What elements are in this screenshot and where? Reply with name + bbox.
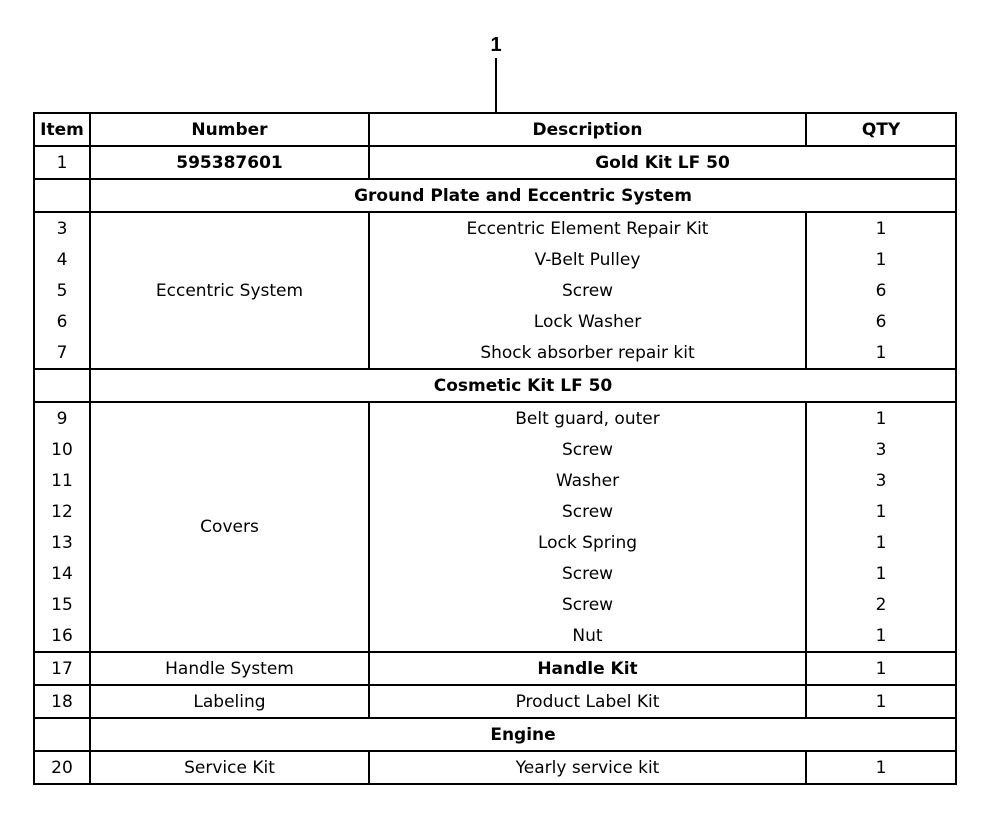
section-row xyxy=(34,179,956,212)
table-row xyxy=(34,652,956,685)
row-item: 5 xyxy=(34,275,90,306)
row-item: 7 xyxy=(34,337,90,369)
callout-leader-line xyxy=(495,58,497,112)
header-description: Description xyxy=(369,113,806,146)
section-item-empty xyxy=(34,718,90,751)
row-item: 20 xyxy=(34,751,90,784)
row-description: Yearly service kit xyxy=(369,751,806,784)
row-description: Lock Spring xyxy=(369,527,806,558)
row-item: 14 xyxy=(34,558,90,589)
row-qty: 1 xyxy=(806,212,956,244)
row-description: Screw xyxy=(369,275,806,306)
row-description: Lock Washer xyxy=(369,306,806,337)
row-qty: 1 xyxy=(806,558,956,589)
header-item: Item xyxy=(34,113,90,146)
group-label: Eccentric System xyxy=(90,212,369,369)
section-title: Cosmetic Kit LF 50 xyxy=(90,369,956,402)
section-row xyxy=(34,718,956,751)
row-qty: 1 xyxy=(806,620,956,652)
row-item: 16 xyxy=(34,620,90,652)
row-description: Washer xyxy=(369,465,806,496)
row-item: 17 xyxy=(34,652,90,685)
row-description: Screw xyxy=(369,434,806,465)
header-qty: QTY xyxy=(806,113,956,146)
row-qty: 1 xyxy=(806,685,956,718)
table-header-row xyxy=(34,113,956,146)
group-label: Covers xyxy=(90,402,369,652)
row-number: Handle System xyxy=(90,652,369,685)
row-item: 12 xyxy=(34,496,90,527)
section-title: Ground Plate and Eccentric System xyxy=(90,179,956,212)
row-description: Shock absorber repair kit xyxy=(369,337,806,369)
row-qty: 3 xyxy=(806,434,956,465)
kit-description: Gold Kit LF 50 xyxy=(369,146,956,179)
kit-row xyxy=(34,146,956,179)
kit-item: 1 xyxy=(34,146,90,179)
table-row xyxy=(34,751,956,784)
row-description: Screw xyxy=(369,558,806,589)
row-item: 15 xyxy=(34,589,90,620)
row-qty: 6 xyxy=(806,275,956,306)
row-item: 11 xyxy=(34,465,90,496)
row-item: 10 xyxy=(34,434,90,465)
row-qty: 1 xyxy=(806,751,956,784)
row-item: 3 xyxy=(34,212,90,244)
table-row xyxy=(34,212,956,244)
row-description: Eccentric Element Repair Kit xyxy=(369,212,806,244)
row-item: 9 xyxy=(34,402,90,434)
row-qty: 6 xyxy=(806,306,956,337)
row-item: 6 xyxy=(34,306,90,337)
row-description: Handle Kit xyxy=(369,652,806,685)
section-item-empty xyxy=(34,369,90,402)
section-title: Engine xyxy=(90,718,956,751)
row-number: Service Kit xyxy=(90,751,369,784)
row-description: Nut xyxy=(369,620,806,652)
row-description: Product Label Kit xyxy=(369,685,806,718)
row-item: 13 xyxy=(34,527,90,558)
row-description: Screw xyxy=(369,589,806,620)
row-qty: 1 xyxy=(806,337,956,369)
row-number: Labeling xyxy=(90,685,369,718)
row-description: Belt guard, outer xyxy=(369,402,806,434)
parts-table xyxy=(33,112,957,785)
row-qty: 1 xyxy=(806,402,956,434)
row-qty: 3 xyxy=(806,465,956,496)
row-item: 4 xyxy=(34,244,90,275)
section-row xyxy=(34,369,956,402)
table-row xyxy=(34,685,956,718)
row-qty: 1 xyxy=(806,527,956,558)
row-description: Screw xyxy=(369,496,806,527)
kit-number: 595387601 xyxy=(90,146,369,179)
row-qty: 2 xyxy=(806,589,956,620)
callout-number: 1 xyxy=(490,34,502,56)
header-number: Number xyxy=(90,113,369,146)
row-item: 18 xyxy=(34,685,90,718)
row-qty: 1 xyxy=(806,244,956,275)
row-qty: 1 xyxy=(806,496,956,527)
section-item-empty xyxy=(34,179,90,212)
row-description: V-Belt Pulley xyxy=(369,244,806,275)
row-qty: 1 xyxy=(806,652,956,685)
table-row xyxy=(34,402,956,434)
